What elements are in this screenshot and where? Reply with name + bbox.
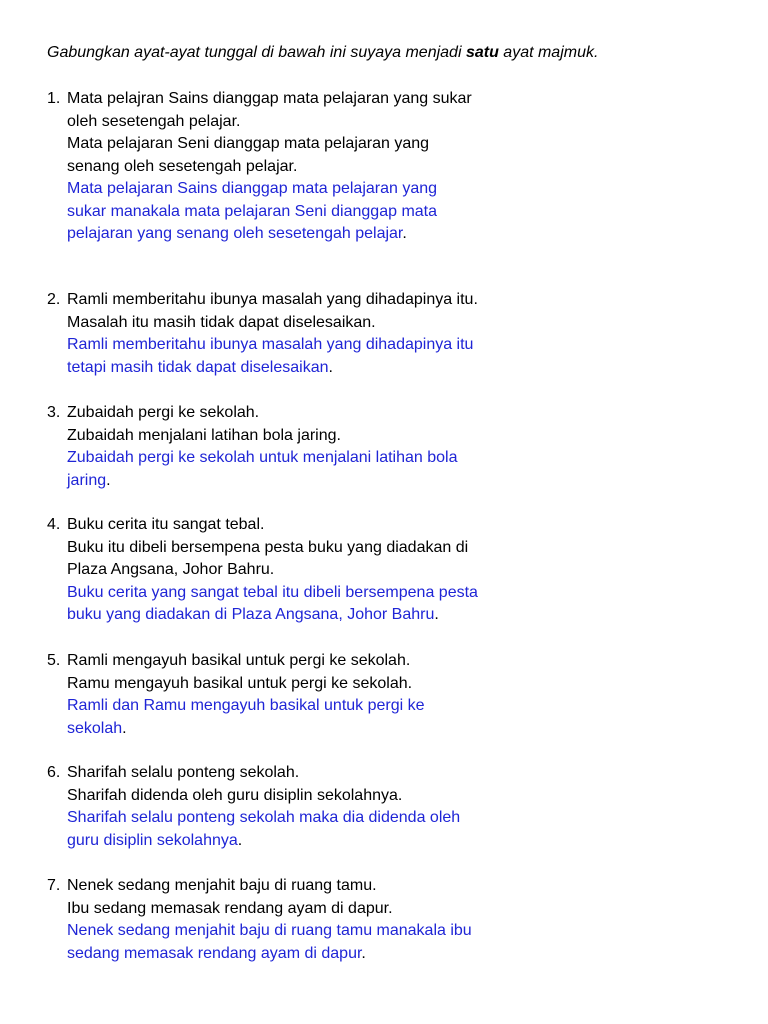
exercise-item-5	[47, 650, 425, 740]
question-line: Mata pelajaran Seni dianggap mata pelajaran yang	[67, 135, 430, 152]
answer-text: sedang memasak rendang ayam di dapur	[67, 944, 362, 962]
answer-period: .	[402, 225, 407, 242]
question-line: Sharifah selalu ponteng sekolah.	[67, 764, 300, 781]
answer-line-last	[67, 718, 425, 741]
exercise-item-7	[47, 875, 472, 965]
answer-text: buku yang diadakan di Plaza Angsana, Johor Bahru	[67, 606, 435, 623]
answer-period: .	[237, 831, 243, 849]
instruction-before: Gabungkan ayat-ayat tunggal di bawah ini suyaya menjadi	[47, 44, 466, 61]
question-line: Buku itu dibeli bersempena pesta buku yang diadakan di	[67, 538, 469, 556]
answer-period: .	[434, 606, 439, 623]
exercise-item-6	[47, 762, 460, 852]
question-line: Masalah itu masih tidak dapat diselesaikan.	[67, 313, 376, 331]
exercise-item-4	[47, 514, 478, 627]
answer-line: Ramli memberitahu ibunya masalah yang dihadapinya itu	[67, 336, 474, 353]
answer-text: jaring	[67, 471, 107, 489]
question-line: Zubaidah menjalani latihan bola jaring.	[67, 426, 341, 444]
instruction-text	[47, 42, 598, 64]
exercise-item-1	[47, 88, 472, 246]
question-line: senang oleh sesetengah pelajar.	[67, 157, 298, 175]
question-line: Ramli mengayuh basikal untuk pergi ke sekolah.	[67, 652, 411, 669]
answer-line: Sharifah selalu ponteng sekolah maka dia didenda oleh	[67, 809, 461, 826]
question-line: oleh sesetengah pelajar.	[67, 112, 241, 130]
answer-line: Mata pelajaran Sains dianggap mata pelajaran yang	[67, 180, 438, 197]
answer-period: .	[106, 471, 111, 489]
answer-line: Buku cerita yang sangat tebal itu dibeli bersempena pesta	[67, 583, 478, 601]
question-line: Ibu sedang memasak rendang ayam di dapur.	[67, 899, 393, 917]
answer-line-last	[67, 943, 472, 966]
answer-line: sukar manakala mata pelajaran Seni dianggap mata	[67, 202, 438, 220]
exercise-item-2	[47, 289, 478, 379]
item-number: 4.	[47, 516, 61, 533]
answer-text: pelajaran yang senang oleh sesetengah pelajar	[67, 225, 403, 242]
item-number: 5.	[47, 652, 61, 669]
question-line: Nenek sedang menjahit baju di ruang tamu.	[67, 877, 377, 894]
item-number: 2.	[47, 291, 61, 308]
answer-line-last	[67, 223, 472, 246]
answer-line: Zubaidah pergi ke sekolah untuk menjalani latihan bola	[67, 449, 458, 466]
question-line: Zubaidah pergi ke sekolah.	[67, 404, 260, 421]
question-line: Ramu mengayuh basikal untuk pergi ke sekolah.	[67, 674, 413, 692]
question-line: Buku cerita itu sangat tebal.	[67, 516, 265, 533]
instruction-bold-word: satu	[465, 44, 499, 61]
answer-period: .	[122, 719, 127, 737]
question-line: Sharifah didenda oleh guru disiplin sekolahnya.	[67, 786, 403, 804]
exercise-item-3	[47, 402, 457, 492]
answer-line-last	[67, 604, 478, 627]
answer-line: Nenek sedang menjahit baju di ruang tamu manakala ibu	[67, 922, 472, 939]
answer-text: sekolah	[67, 719, 123, 737]
item-number: 7.	[47, 877, 61, 894]
item-number: 1.	[47, 90, 61, 107]
answer-period: .	[328, 358, 333, 376]
instruction-after: ayat majmuk.	[498, 44, 599, 61]
item-number: 6.	[47, 764, 61, 781]
answer-line-last	[67, 357, 478, 380]
question-line: Ramli memberitahu ibunya masalah yang dihadapinya itu.	[67, 291, 478, 308]
answer-text: tetapi masih tidak dapat diselesaikan	[67, 358, 329, 376]
answer-line: Ramli dan Ramu mengayuh basikal untuk pergi ke	[67, 697, 425, 714]
answer-line-last	[67, 470, 457, 493]
question-line: Plaza Angsana, Johor Bahru.	[67, 561, 275, 578]
answer-line-last	[67, 830, 460, 853]
question-line: Mata pelajran Sains dianggap mata pelajaran yang sukar	[67, 90, 472, 107]
answer-text: guru disiplin sekolahnya	[67, 831, 238, 849]
answer-period: .	[361, 944, 366, 962]
item-number: 3.	[47, 404, 61, 421]
